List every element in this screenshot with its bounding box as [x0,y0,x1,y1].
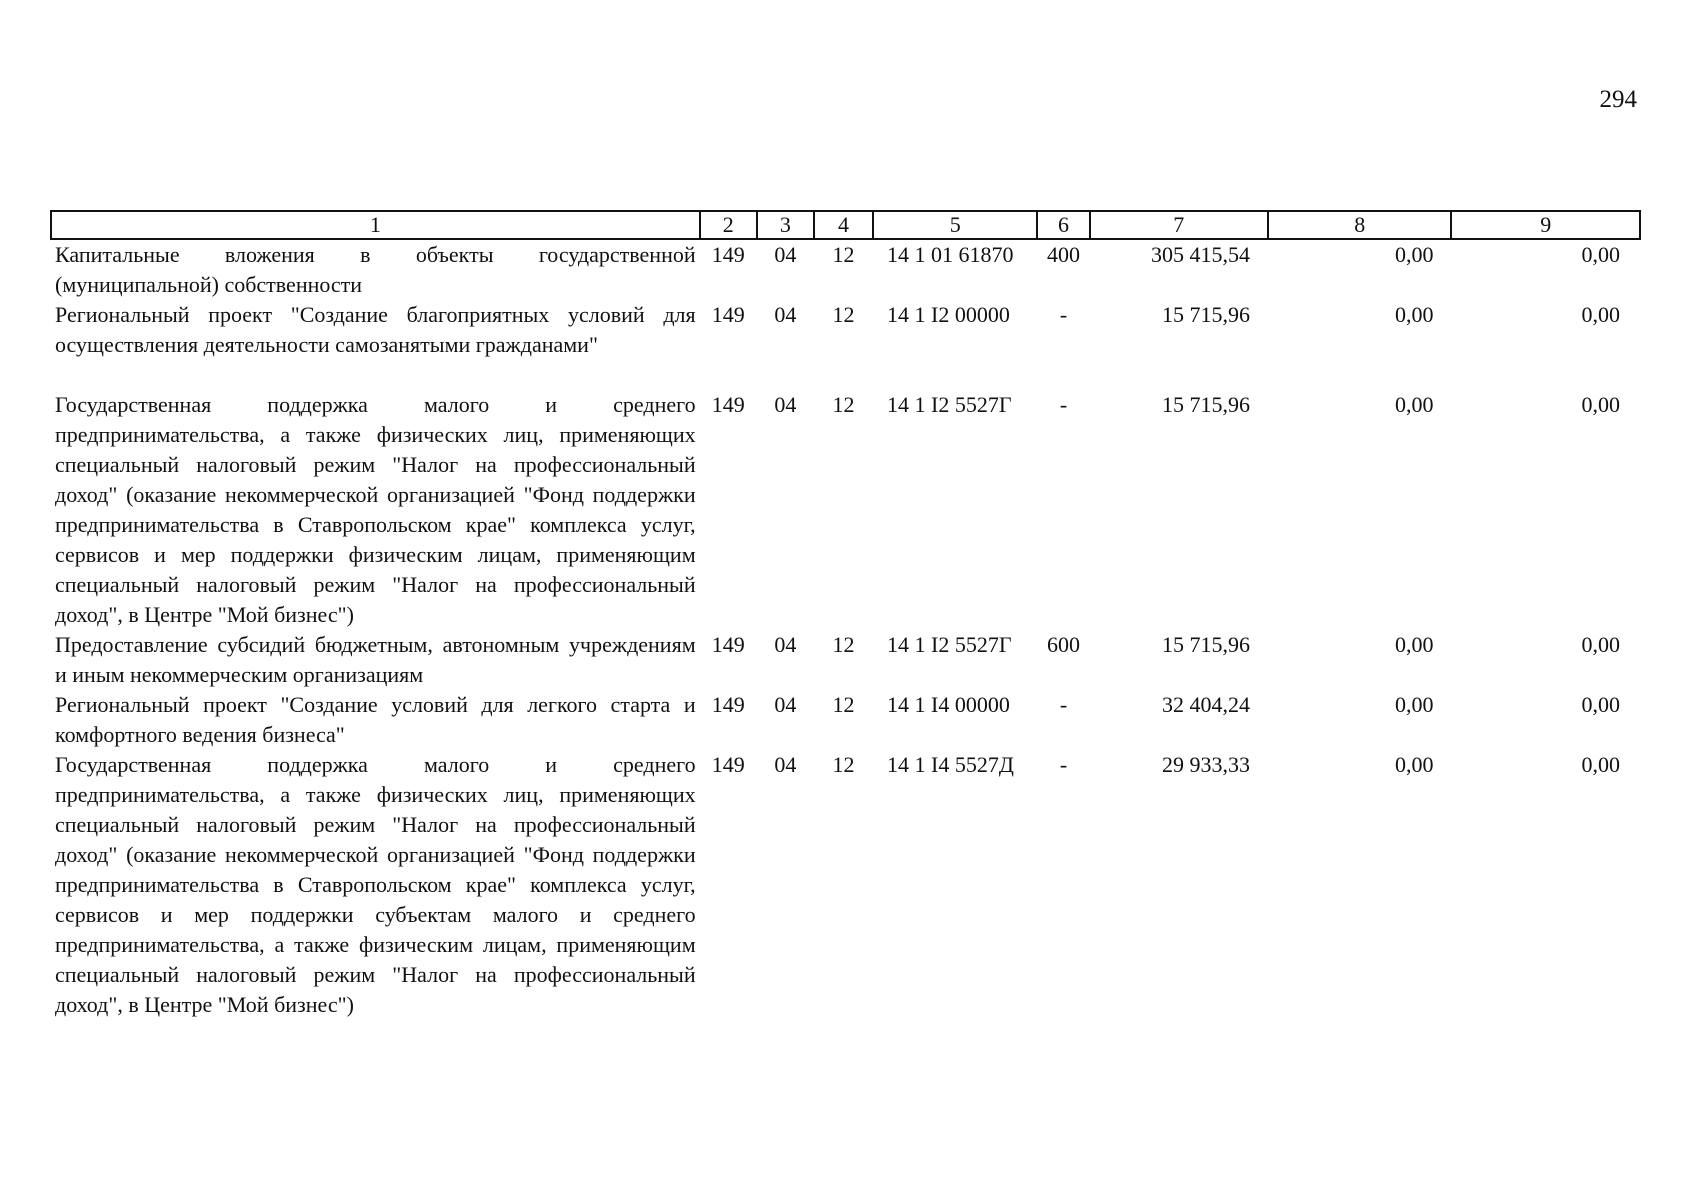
column-header-3: 3 [757,211,814,239]
row-code-2: 149 [711,692,745,717]
row-name: Региональный проект "Создание благоприятных условий для осуществления деятельности самозанятыми гражданами" [55,302,696,357]
budget-table [50,210,1641,1020]
column-header-4: 4 [814,211,873,239]
row-code-3: 04 [774,242,797,267]
row-code-3: 04 [774,392,797,417]
row-code-2: 149 [711,392,745,417]
row-code-4: 12 [832,692,855,717]
column-header-5: 5 [873,211,1037,239]
row-code-4: 12 [832,302,855,327]
row-code-2: 149 [711,752,745,777]
table-row [51,630,1640,690]
row-value-7: 29 933,33 [1162,752,1251,777]
row-value-7: 15 715,96 [1162,302,1251,327]
table-row [51,750,1640,1020]
column-header-1: 1 [51,211,700,239]
row-code-6: 600 [1047,632,1081,657]
row-code-6: - [1059,752,1068,777]
row-name: Государственная поддержка малого и среднего предпринимательства, а также физических лиц, применяющих специальный налоговый режим "Налог на профессиональный доход" (оказание некоммерческой организацией "Фонд поддержки предпринимательства в Ставропольском крае" комплекса услуг, сервисов и мер поддержки субъектам малого и среднего предпринимательства, а также физическим лицам, применяющим специальный налоговый режим "Налог на профессиональный доход", в Центре "Мой бизнес") [55,752,696,1017]
column-header-2: 2 [700,211,757,239]
row-value-9: 0,00 [1581,242,1620,267]
table-row [51,690,1640,750]
row-code-4: 12 [832,752,855,777]
row-code-6: - [1059,392,1068,417]
row-code-2: 149 [711,632,745,657]
row-code-2: 149 [711,302,745,327]
table-row [51,300,1640,390]
row-name: Капитальные вложения в объекты государственной (муниципальной) собственности [55,242,696,297]
row-code-5: 14 1 I2 00000 [887,302,1010,327]
row-value-9: 0,00 [1581,302,1620,327]
row-value-8: 0,00 [1394,302,1434,327]
column-header-7: 7 [1090,211,1268,239]
row-value-7: 32 404,24 [1162,692,1251,717]
row-code-2: 149 [711,242,745,267]
row-code-4: 12 [832,242,855,267]
row-value-9: 0,00 [1581,752,1620,777]
row-value-8: 0,00 [1394,242,1434,267]
row-code-4: 12 [832,392,855,417]
row-name: Предоставление субсидий бюджетным, автономным учреждениям и иным некоммерческим организациям [55,632,696,687]
column-header-6: 6 [1037,211,1089,239]
row-code-5: 14 1 I2 5527Г [887,632,1012,657]
row-code-3: 04 [774,752,797,777]
row-code-5: 14 1 I4 00000 [887,692,1010,717]
row-code-4: 12 [832,632,855,657]
row-name: Государственная поддержка малого и среднего предпринимательства, а также физических лиц, применяющих специальный налоговый режим "Налог на профессиональный доход" (оказание некоммерческой организацией "Фонд поддержки предпринимательства в Ставропольском крае" комплекса услуг, сервисов и мер поддержки физическим лицам, применяющим специальный налоговый режим "Налог на профессиональный доход", в Центре "Мой бизнес") [55,392,696,627]
row-value-8: 0,00 [1394,752,1434,777]
row-code-3: 04 [774,302,797,327]
row-value-8: 0,00 [1394,392,1434,417]
row-code-5: 14 1 I2 5527Г [887,392,1012,417]
row-code-5: 14 1 I4 5527Д [887,752,1014,777]
row-name: Региональный проект "Создание условий для легкого старта и комфортного ведения бизнеса" [55,692,696,747]
row-value-7: 305 415,54 [1151,242,1251,267]
row-code-3: 04 [774,692,797,717]
row-value-8: 0,00 [1394,692,1434,717]
row-code-6: - [1059,302,1068,327]
table-row [51,390,1640,630]
row-code-6: - [1059,692,1068,717]
row-code-3: 04 [774,632,797,657]
table-header-row [51,211,1640,239]
row-code-5: 14 1 01 61870 [887,242,1014,267]
column-header-8: 8 [1268,211,1451,239]
row-value-7: 15 715,96 [1162,392,1251,417]
row-value-7: 15 715,96 [1162,632,1251,657]
row-value-8: 0,00 [1394,632,1434,657]
row-value-9: 0,00 [1581,392,1620,417]
column-header-9: 9 [1451,211,1640,239]
table-row [51,239,1640,300]
page-number: 294 [1599,86,1637,113]
row-value-9: 0,00 [1581,692,1620,717]
row-code-6: 400 [1047,242,1081,267]
row-value-9: 0,00 [1581,632,1620,657]
